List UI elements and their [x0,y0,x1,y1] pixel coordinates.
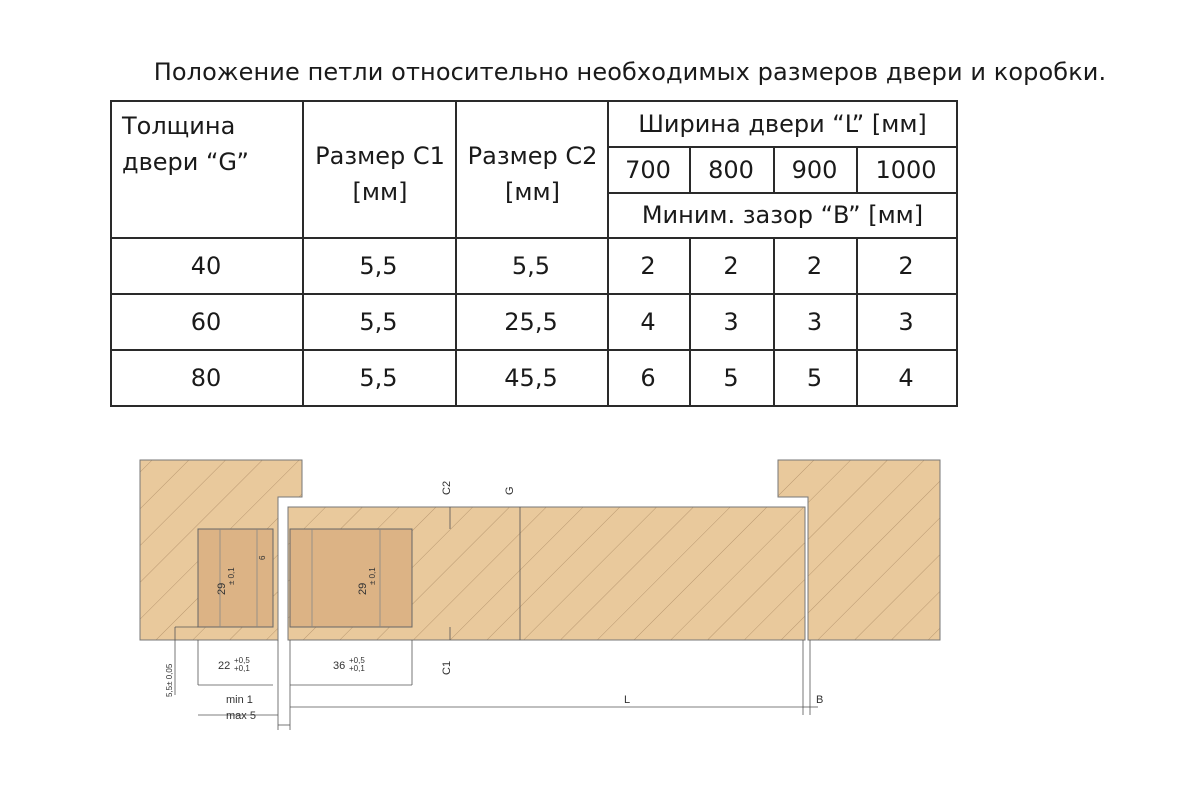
header-width-900: 900 [791,156,838,184]
cell-gap: 2 [898,252,914,280]
cell-gap: 5 [806,364,823,392]
header-gap: Миним. зазор “B” [мм] [641,201,924,229]
label-max: max 5 [226,710,256,722]
cell-gap: 2 [723,252,739,280]
hinge-diagram [130,445,960,745]
label-29-right: 29 [357,582,369,595]
right-hinge-body [290,529,412,627]
label-22: 22 [218,660,231,672]
label-29-right-tol: ± 0,1 [368,567,377,585]
header-c2: Размер С2 [мм] [467,142,598,206]
label-36: 36 [333,660,346,672]
cell-gap: 5 [723,364,739,392]
cell-g: 80 [190,364,222,392]
cell-g: 60 [190,308,222,336]
cell-c2: 5,5 [511,252,551,280]
label-6: 6 [258,555,267,560]
page-title: Положение петли относительно необходимых размеров двери и коробки. [153,58,1107,86]
cell-gap: 2 [806,252,823,280]
cell-c1: 5,5 [359,252,398,280]
label-min: min 1 [226,694,253,706]
cell-gap: 3 [806,308,823,336]
table-border-bottom [110,405,958,407]
label-36-tol: +0,1 [349,664,365,673]
header-c1: Размер С1 [мм] [315,142,445,206]
cell-g: 40 [190,252,222,280]
header-width-group: Ширина двери “L” [мм] [638,110,927,138]
label-c2: C2 [441,480,453,495]
table-border-right [956,100,958,407]
header-width-700: 700 [625,156,671,184]
cell-gap: 3 [723,308,739,336]
label-b: B [816,694,824,706]
label-c1: C1 [441,660,453,675]
label-g: G [504,486,516,495]
label-l: L [624,694,631,706]
cell-gap: 2 [640,252,656,280]
label-29-left-tol: ± 0,1 [227,567,236,585]
cell-gap: 6 [640,364,656,392]
cell-gap: 4 [640,308,656,336]
label-36-tol: +0,5 [349,656,365,665]
cell-c2: 25,5 [504,308,558,336]
cell-gap: 4 [898,364,914,392]
header-width-800: 800 [708,156,754,184]
label-55: 5,5± 0,05 [165,663,174,697]
header-thickness: Толщина двери “G” [122,112,249,176]
cell-gap: 3 [898,308,914,336]
header-width-1000: 1000 [875,156,937,184]
label-29-left: 29 [216,582,228,595]
label-22-tol: +0,5 [234,656,250,665]
gap-table [110,100,958,407]
cell-c1: 5,5 [359,308,398,336]
cell-c1: 5,5 [359,364,398,392]
cell-c2: 45,5 [504,364,558,392]
label-22-tol: +0,1 [234,664,250,673]
